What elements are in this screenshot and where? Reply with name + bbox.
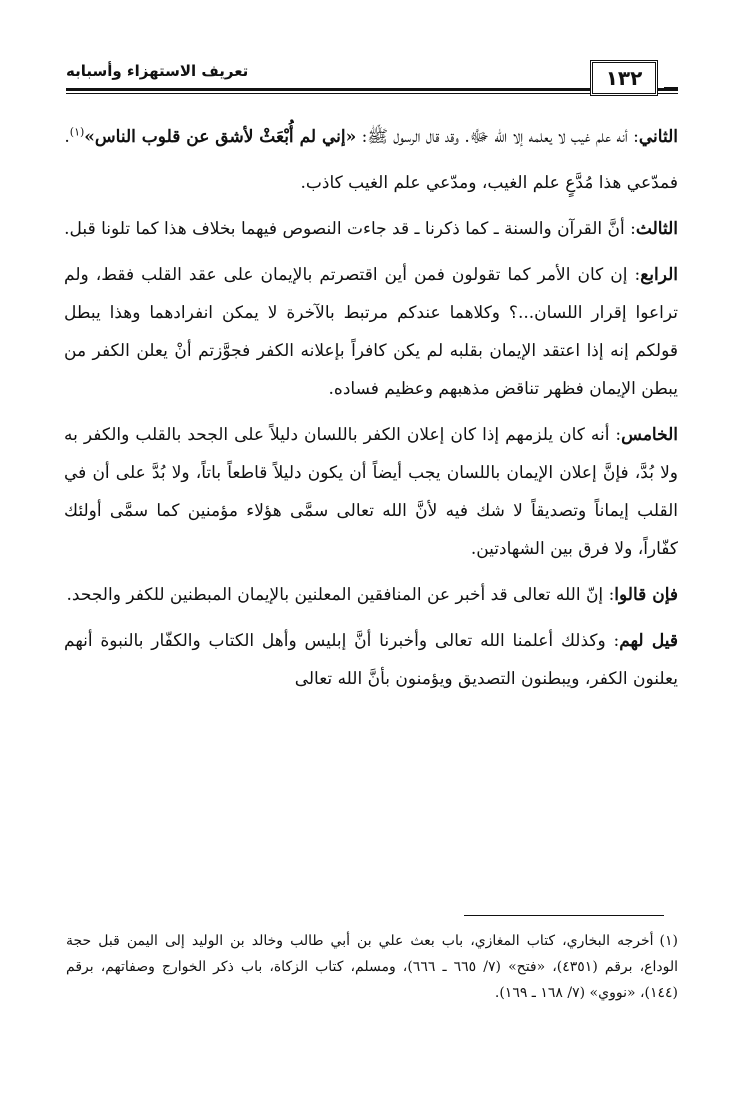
footnote-divider (464, 915, 664, 916)
footnote-ref[interactable]: (١) (69, 125, 85, 139)
paragraph-tail: . (64, 127, 70, 147)
header-tick (664, 87, 678, 90)
paragraph-text: : إن كان الأمر كما تقولون فمن أين اقتصرتم بالإيمان على عقد القلب فقط، ولم تراعوا إقرار اللسان...؟ وكلاهما عندكم مرتبط بالآخرة لا يمكن انفرادهما وهذا يبطل قولكم إنه إذا اعتقد الإيمان بقلبه لم يكن كافراً بإعلانه الكفر فجوَّزتم أنْ يعلن الكفر من يبطن الإيمان فظهر تناقض مذهبهم وعظيم فساده. (64, 265, 678, 399)
header-rule (66, 88, 678, 91)
paragraph-second (64, 118, 678, 156)
paragraph-lead: قيل لهم (619, 631, 678, 651)
paragraph-text: : أنه كان يلزمهم إذا كان إعلان الكفر باللسان دليلاً على الجحد بالقلب والكفر به ولا بُدَّ، فإنَّ إعلان الإيمان باللسان يجب أيضاً أن يكون دليلاً قاطعاً باتاً، ولا بُدَّ على أن في القلب إيماناً وتصديقاً لا شك فيه لأنَّ الله تعالى سمَّى هؤلاء مؤمنين كما سمَّى أولئك كفّاراً، ولا فرق بين الشهادتين. (64, 425, 678, 559)
paragraph-fifth (64, 416, 678, 568)
header-rule-thin (66, 93, 678, 94)
paragraph-claimant (64, 164, 678, 202)
paragraph-text: : إنّ الله تعالى قد أخبر عن المنافقين المعلنين بالإيمان المبطنين للكفر والجحد. (66, 585, 615, 605)
paragraph-lead: الثاني (638, 127, 678, 147)
footnote-number: (١) (659, 933, 678, 949)
paragraph-lead: الثالث (635, 219, 678, 239)
running-title: تعريف الاستهزاء وأسبابه (66, 62, 254, 80)
paragraph-lead: فإن قالوا (614, 585, 678, 605)
paragraph-fourth (64, 256, 678, 408)
footnote-item (66, 928, 678, 1006)
paragraph-text: : أنَّ القرآن والسنة ـ كما ذكرنا ـ قد جاءت النصوص فيهما بخلاف هذا كما تلونا قبل. (64, 219, 636, 239)
paragraph-lead: الرابع (640, 265, 678, 285)
paragraph-reply (64, 622, 678, 698)
paragraph-objection (64, 576, 678, 614)
paragraph-lead: الخامس (621, 425, 678, 445)
paragraph-text: : وكذلك أعلمنا الله تعالى وأخبرنا أنَّ إبليس وأهل الكتاب والكفّار بالنبوة أنهم يعلنون الكفر، ويبطنون التصديق ويؤمنون بأنَّ الله تعالى (64, 631, 678, 689)
hadith-quote: «إني لم أُبْعَثْ لأشق عن قلوب الناس» (84, 127, 357, 147)
main-text (64, 118, 678, 706)
page-number: ١٣٢ (590, 60, 658, 96)
footnotes (66, 928, 678, 1006)
paragraph-third (64, 210, 678, 248)
page-header (66, 58, 678, 98)
paragraph-text: : أنه علم غيب لا يعلمه إلا الله ﷻ. وقد قال الرسول ﷺ: (356, 127, 639, 147)
footnote-text: أخرجه البخاري، كتاب المغازي، باب بعث علي بن أبي طالب وخالد بن الوليد إلى اليمن قبل حجة الوداع، برقم (٤٣٥١)، «فتح» (٧/ ٦٦٥ ـ ٦٦٦)، ومسلم، كتاب الزكاة، باب ذكر الخوارج وصفاتهم، برقم (١٤٤)، «نووي» (٧/ ١٦٨ ـ ١٦٩). (66, 933, 678, 1001)
paragraph-text: فمدّعي هذا مُدَّعٍ علم الغيب، ومدّعي علم الغيب كاذب. (300, 173, 678, 193)
